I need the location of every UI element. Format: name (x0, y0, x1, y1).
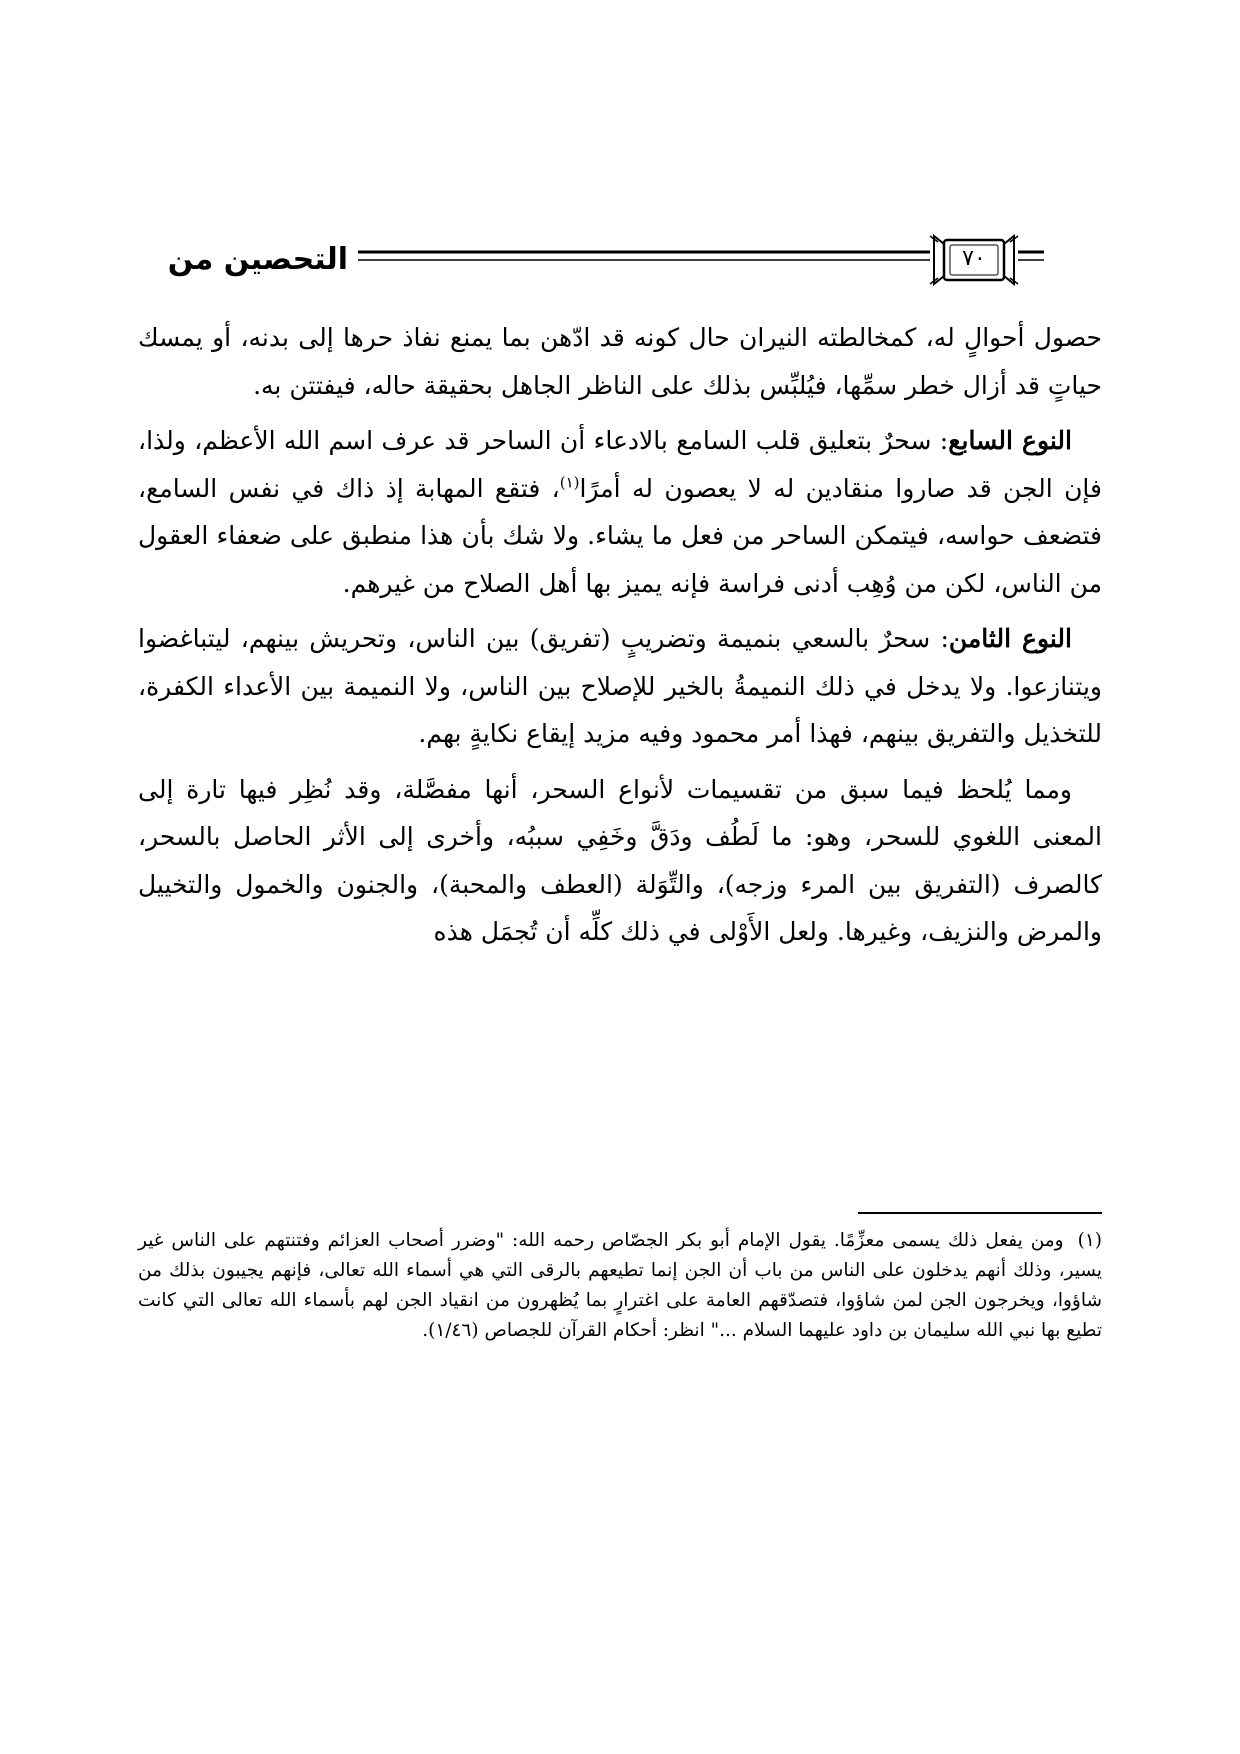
footnote-item (138, 1226, 1102, 1346)
footnote-separator (858, 1212, 1102, 1214)
footnote-number: (١) (1077, 1230, 1102, 1251)
main-text (138, 314, 1102, 964)
running-header (0, 222, 1240, 302)
paragraph: ومما يُلحظ فيما سبق من تقسيمات لأنواع السحر، أنها مفصَّلة، وقد نُظِر فيها تارة إلى المعنى اللغوي للسحر، وهو: ما لَطُف ودَقَّ وخَفِي سببُه، وأخرى إلى الأثر الحاصل بالسحر، كالصرف (التفريق بين المرء وزجه)، والتِّوَلة (العطف والمحبة)، والجنون والخمول والتخييل والمرض والنزيف، وغيرها. ولعل الأَوْلى في ذلك كلِّه أن تُجمَل هذه (138, 774, 1102, 946)
paragraph-text: : سحرٌ بالسعي بنميمة وتضريبٍ (تفريق) بين الناس، وتحريش بينهم، ليتباغضوا ويتنازعوا. ولا يدخل في ذلك النميمةُ بالخير للإصلاح بين الناس، ولا النميمة بين الأعداء الكفرة، للتخذيل والتفريق بينهم، فهذا أمر محمود وفيه مزيد إيقاع نكايةٍ بهم. (138, 624, 1102, 748)
book-title: التحصين من (167, 242, 348, 277)
section-term: النوع الثامن (948, 624, 1072, 653)
footnotes (138, 1226, 1102, 1346)
section-term: النوع السابع (948, 426, 1072, 455)
paragraph (138, 417, 1102, 607)
paragraph-text: ، فتقع المهابة إذ ذاك في نفس السامع، فتضعف حواسه، فيتمكن الساحر من فعل ما يشاء. ولا شك بأن هذا منطبق على ضعفاء العقول من الناس، لكن من وُهِب أدنى فراسة فإنه يميز بها أهل الصلاح من غيرهم. (138, 473, 1102, 598)
paragraph-text: : سحرٌ بتعليق قلب السامع بالادعاء أن الساحر قد عرف اسم الله الأعظم، ولذا، فإن الجن قد صاروا منقادين له لا يعصون له أمرًا (138, 426, 1103, 503)
paragraph: حصول أحوالٍ له، كمخالطته النيران حال كونه قد ادّهن بما يمنع نفاذ حرها إلى بدنه، أو يمسك حياتٍ قد أزال خطر سمِّها، فيُلبِّس بذلك على الناظر الجاهل بحقيقة حاله، فيفتتن به. (138, 323, 1102, 400)
footnote-reference[interactable]: (١) (559, 473, 580, 492)
page-number: ٧٠ (962, 246, 986, 271)
footnote-text: ومن يفعل ذلك يسمى معزِّمًا. يقول الإمام أبو بكر الجصّاص رحمه الله: "وضرر أصحاب العزائم وفتنتهم على الناس غير يسير، وذلك أنهم يدخلون على الناس من باب أن الجن إنما تطيعهم بالرقى التي هي أسماء الله تعالى، فإنهم يجيبون بذلك من شاؤوا، ويخرجون الجن لمن شاؤوا، فتصدّقهم العامة على اغترارٍ بما يُظهرون من انقياد الجن لهم بأسماء الله تعالى التي كانت تطيع بها نبي الله سليمان بن داود عليهما السلام ..." انظر: أحكام القرآن للجصاص (١/٤٦). (138, 1230, 1102, 1341)
paragraph (138, 615, 1102, 758)
